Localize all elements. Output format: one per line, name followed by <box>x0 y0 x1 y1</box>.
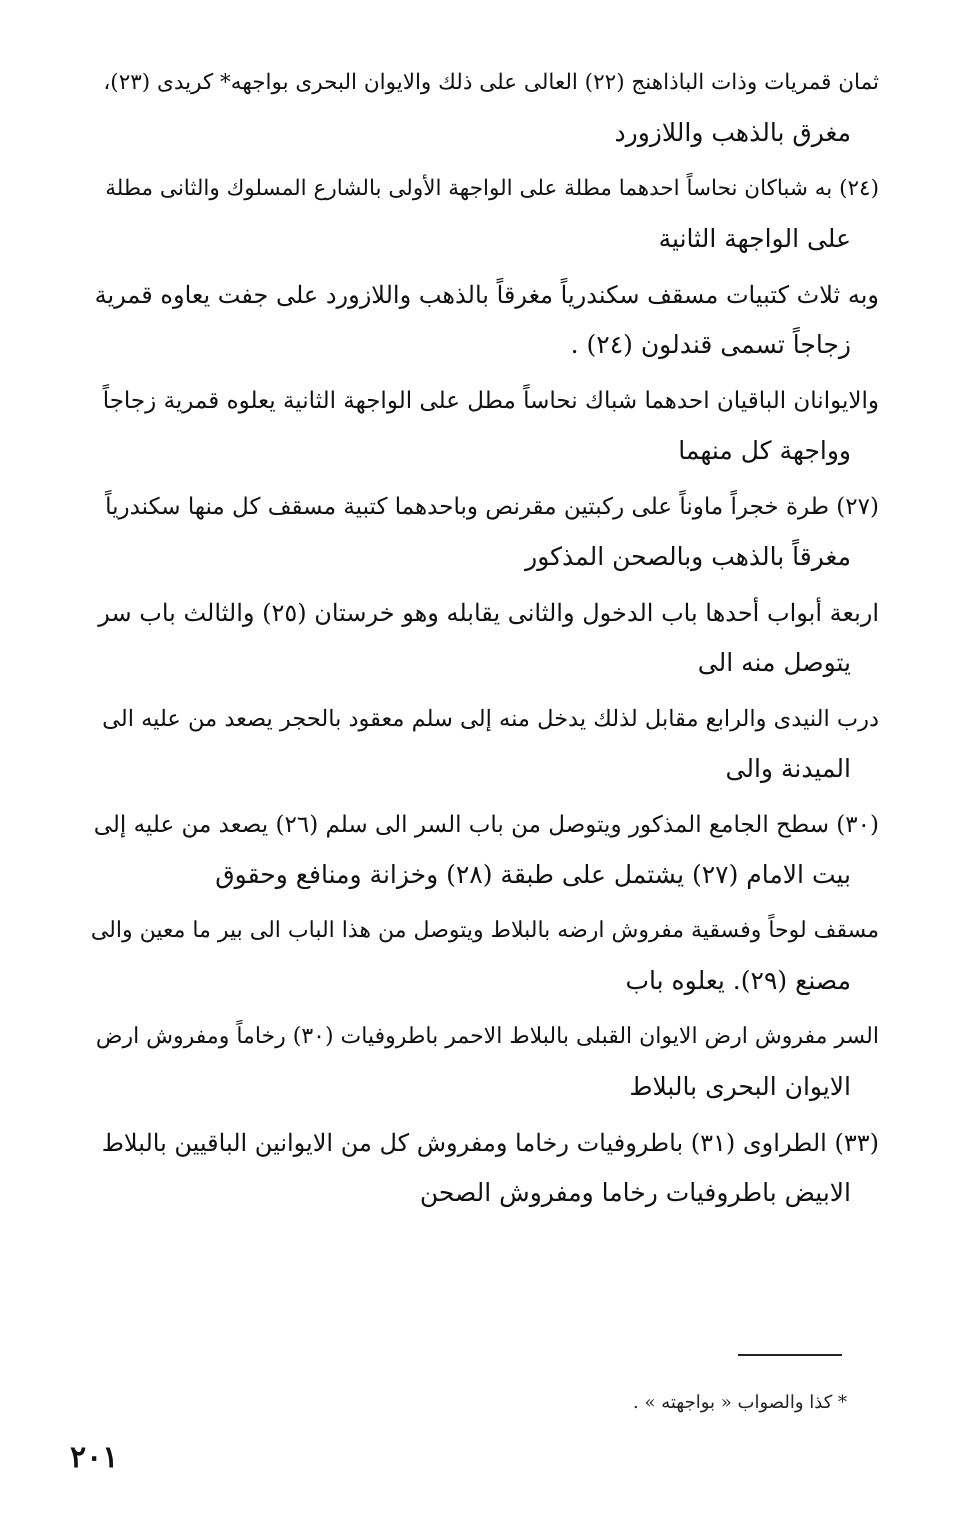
text-line: بيت الامام (٢٧) يشتمل على طبقة (٢٨) وخزانة ومنافع وحقوق <box>215 860 851 889</box>
text-line: والايوانان الباقيان احدهما شباك نحاساً مطل على الواجهة الثانية يعلوه قمرية زجاجاً <box>102 388 879 414</box>
paragraph <box>90 1012 879 1112</box>
text-line: اربعة أبواب أحدها باب الدخول والثانى يقابله وهو خرستان (٢٥) والثالث باب سر <box>98 599 879 627</box>
text-line: درب النيدى والرابع مقابل لذلك يدخل منه إلى سلم معقود بالحجر يصعد من عليه الى <box>102 706 879 732</box>
paragraph <box>90 164 879 264</box>
paragraph <box>90 694 879 794</box>
text-line: (٣٣) الطراوى (٣١) باطروفيات رخاما ومفروش كل من الايوانين الباقيين بالبلاط <box>101 1129 879 1157</box>
paragraph <box>90 800 879 900</box>
paragraph <box>90 1118 879 1218</box>
page-number: ٢٠١ <box>70 1440 119 1475</box>
text-line: (٣٠) سطح الجامع المذكور ويتوصل من باب السر الى سلم (٢٦) يصعد من عليه إلى <box>93 812 879 838</box>
text-line: مسقف لوحاً وفسقية مفروش ارضه بالبلاط ويتوصل من هذا الباب الى بير ما معين والى <box>90 918 879 943</box>
text-line: الايوان البحرى بالبلاط <box>629 1072 851 1101</box>
text-line: يتوصل منه الى <box>697 648 851 677</box>
paragraph <box>90 906 879 1006</box>
text-line: على الواجهة الثانية <box>658 224 851 253</box>
text-line: مغرقاً بالذهب وبالصحن المذكور <box>525 542 851 571</box>
text-line: السر مفروش ارض الايوان القبلى بالبلاط الاحمر باطروفيات (٣٠) رخاماً ومفروش ارض <box>95 1024 879 1049</box>
paragraph <box>90 58 879 158</box>
text-line: وواجهة كل منهما <box>678 436 851 465</box>
text-line: الميدنة والى <box>725 754 851 783</box>
text-line: مغرق بالذهب واللازورد <box>614 118 851 147</box>
paragraph <box>90 376 879 476</box>
paragraph <box>90 270 879 370</box>
paragraph <box>90 482 879 582</box>
text-line: زجاجاً تسمى قندلون (٢٤) . <box>570 330 851 359</box>
footnote: * كذا والصواب « بواجهته » . <box>633 1392 847 1413</box>
text-line: ثمان قمريات وذات الباذاهنج (٢٢) العالى على ذلك والايوان البحرى بواجهه* كريدى (٢٣)، <box>103 70 879 95</box>
footnote-divider <box>738 1354 842 1356</box>
paragraph <box>90 588 879 688</box>
text-line: الابيض باطروفيات رخاما ومفروش الصحن <box>419 1178 851 1207</box>
main-text <box>90 58 879 1224</box>
text-line: (٢٤) به شباكان نحاساً احدهما مطلة على الواجهة الأولى بالشارع المسلوك والثانى مطلة <box>105 176 879 201</box>
text-line: (٢٧) طرة خجراً ماوناً على ركبتين مقرنص وباحدهما كتبية مسقف كل منها سكندرياً <box>105 494 879 520</box>
text-line: وبه ثلاث كتبيات مسقف سكندرياً مغرقاً بالذهب واللازورد على جفت يعاوه قمرية <box>94 281 879 309</box>
text-line: مصنع (٢٩). يعلوه باب <box>625 966 851 995</box>
